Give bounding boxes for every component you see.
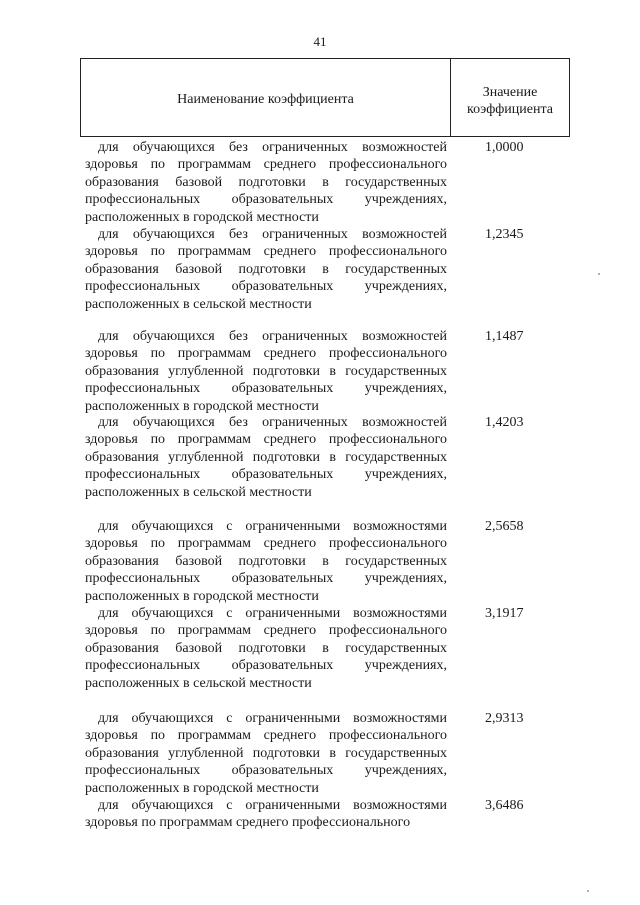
table-header — [80, 58, 570, 137]
coefficient-description: для обучающихся с ограниченными возможностями здоровья по программам среднего профессионального образования базовой подготовки в государственных профессиональных образовательных учреждениях, расположенных в городской местности — [85, 519, 447, 604]
coefficient-value: 3,1917 — [485, 606, 524, 621]
column-header-value-line1: Значение — [482, 84, 538, 100]
column-header-value-line2: коэффициента — [467, 101, 553, 117]
coefficient-description: для обучающихся без ограниченных возможностей здоровья по программам среднего профессионального образования базовой подготовки в государственных профессиональных образовательных учреждениях, расположенных в городской местности — [85, 140, 447, 225]
coefficient-description: для обучающихся без ограниченных возможностей здоровья по программам среднего профессионального образования базовой подготовки в государственных профессиональных образовательных учреждениях, расположенных в сельской местности — [85, 227, 447, 312]
page-number: 41 — [313, 34, 327, 49]
coefficient-description: для обучающихся без ограниченных возможностей здоровья по программам среднего профессионального образования углубленной подготовки в государственных профессиональных образовательных учреждениях, расположенных в городской местности — [85, 329, 447, 414]
coefficient-value: 3,6486 — [485, 798, 524, 813]
scan-speck — [587, 890, 589, 892]
coefficient-value: 1,4203 — [485, 415, 524, 430]
coefficient-description: для обучающихся с ограниченными возможностями здоровья по программам среднего профессионального образования углубленной подготовки в государственных профессиональных образовательных учреждениях, расположенных в городской местности — [85, 711, 447, 796]
coefficient-description: для обучающихся с ограниченными возможностями здоровья по программам среднего профессионального — [85, 798, 447, 831]
coefficient-value: 1,0000 — [485, 140, 524, 155]
coefficient-value: 1,1487 — [485, 329, 524, 344]
column-header-value — [451, 59, 569, 136]
column-header-name: Наименование коэффициента — [81, 59, 451, 136]
coefficient-description: для обучающихся с ограниченными возможностями здоровья по программам среднего профессионального образования базовой подготовки в государственных профессиональных образовательных учреждениях, расположенных в сельской местности — [85, 606, 447, 691]
coefficient-value: 1,2345 — [485, 227, 524, 242]
scan-speck — [598, 273, 600, 275]
coefficient-value: 2,5658 — [485, 519, 524, 534]
coefficient-description: для обучающихся без ограниченных возможностей здоровья по программам среднего профессионального образования углубленной подготовки в государственных профессиональных образовательных учреждениях, расположенных в сельской местности — [85, 415, 447, 500]
coefficient-value: 2,9313 — [485, 711, 524, 726]
